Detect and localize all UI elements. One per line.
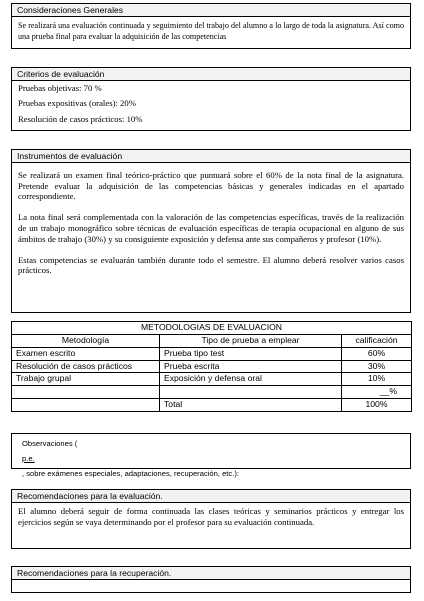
observaciones-label: Observaciones ( p.e. , sobre exámenes especiales, adaptaciones, recuperación, etc.):: [22, 439, 239, 478]
table-cell: Exposición y defensa oral: [160, 373, 342, 386]
methodology-table: [11, 321, 412, 412]
section-title: Criterios de evaluación: [12, 68, 410, 81]
criteria-item: Resolución de casos prácticos: 10%: [18, 113, 143, 124]
section-text: Se realizará una evaluación continuada y seguimiento del trabajo del alumno a lo largo de toda la asignatura. Así como una prueba final para evaluar la adquisición de las competencias: [18, 21, 404, 41]
criteria-item: Pruebas objetivas: 70 %: [18, 83, 102, 93]
section-instrumentos-evaluacion: [11, 149, 411, 313]
table-title-row: [12, 322, 412, 335]
table-cell: [12, 398, 160, 411]
table-cell: 10%: [342, 373, 412, 386]
section-title: Instrumentos de evaluación: [12, 150, 410, 163]
table-cell: [160, 386, 342, 399]
table-row: [12, 360, 412, 373]
table-cell: Trabajo grupal: [12, 373, 160, 386]
table-cell: Examen escrito: [12, 347, 160, 360]
section-recomendaciones-evaluacion: [11, 489, 411, 549]
criteria-item: Pruebas expositivas (orales): 20%: [18, 98, 136, 109]
paragraph: La nota final será complementada con la valoración de las competencias específicas, través de la realización de un trabajo monográfico sobre técnicas de evaluación específicas de terapia ocupacional en alguno de sus ámbitos de trabajo (30%) y su consiguiente exposición y defensa ante sus compañeros y profesor (10%).: [18, 212, 404, 244]
table-cell: Prueba tipo test: [160, 347, 342, 360]
column-header: Metodología: [12, 335, 160, 348]
section-title: Recomendaciones para la evaluación.: [12, 490, 410, 503]
table-row: [12, 347, 412, 360]
table-row: [12, 373, 412, 386]
table-cell: Prueba escrita: [160, 360, 342, 373]
paragraph: Se realizará un examen final teórico-práctico que puntuará sobre el 60% de la nota final de la asignatura. Pretende evaluar la adquisición de las competencias básicas y generales indicadas en el apartado correspondiente.: [18, 170, 404, 202]
table-title: METODOLOGIAS DE EVALUACION: [12, 322, 412, 335]
section-consideraciones-generales: [11, 3, 411, 49]
observaciones-box: [11, 433, 411, 478]
section-text: El alumno deberá seguir de forma continuada las clases teóricas y seminarios prácticos y entregar los ejercicios según se vaya determinando por el profesor para su evaluación continuada.: [18, 506, 404, 527]
column-header: Tipo de prueba a emplear: [160, 335, 342, 348]
section-recomendaciones-recuperacion: [11, 566, 411, 593]
table-row: [12, 386, 412, 399]
total-label: Total: [160, 398, 342, 411]
table-cell: 60%: [342, 347, 412, 360]
section-title: Recomendaciones para la recuperación.: [12, 567, 410, 580]
table-header-row: [12, 335, 412, 348]
column-header: calificación: [342, 335, 412, 348]
section-text: [12, 163, 410, 276]
table-cell: __%: [342, 386, 412, 399]
section-criterios-evaluacion: [11, 67, 411, 131]
total-value: 100%: [342, 398, 412, 411]
paragraph: Estas competencias se evaluarán también durante todo el semestre. El alumno deberá resolver varios casos prácticos.: [18, 254, 404, 276]
criteria-list: [12, 81, 410, 127]
table-cell: 30%: [342, 360, 412, 373]
section-title: Consideraciones Generales: [12, 4, 410, 17]
table-cell: [12, 386, 160, 399]
table-cell: Resolución de casos prácticos: [12, 360, 160, 373]
table-total-row: [12, 398, 412, 411]
